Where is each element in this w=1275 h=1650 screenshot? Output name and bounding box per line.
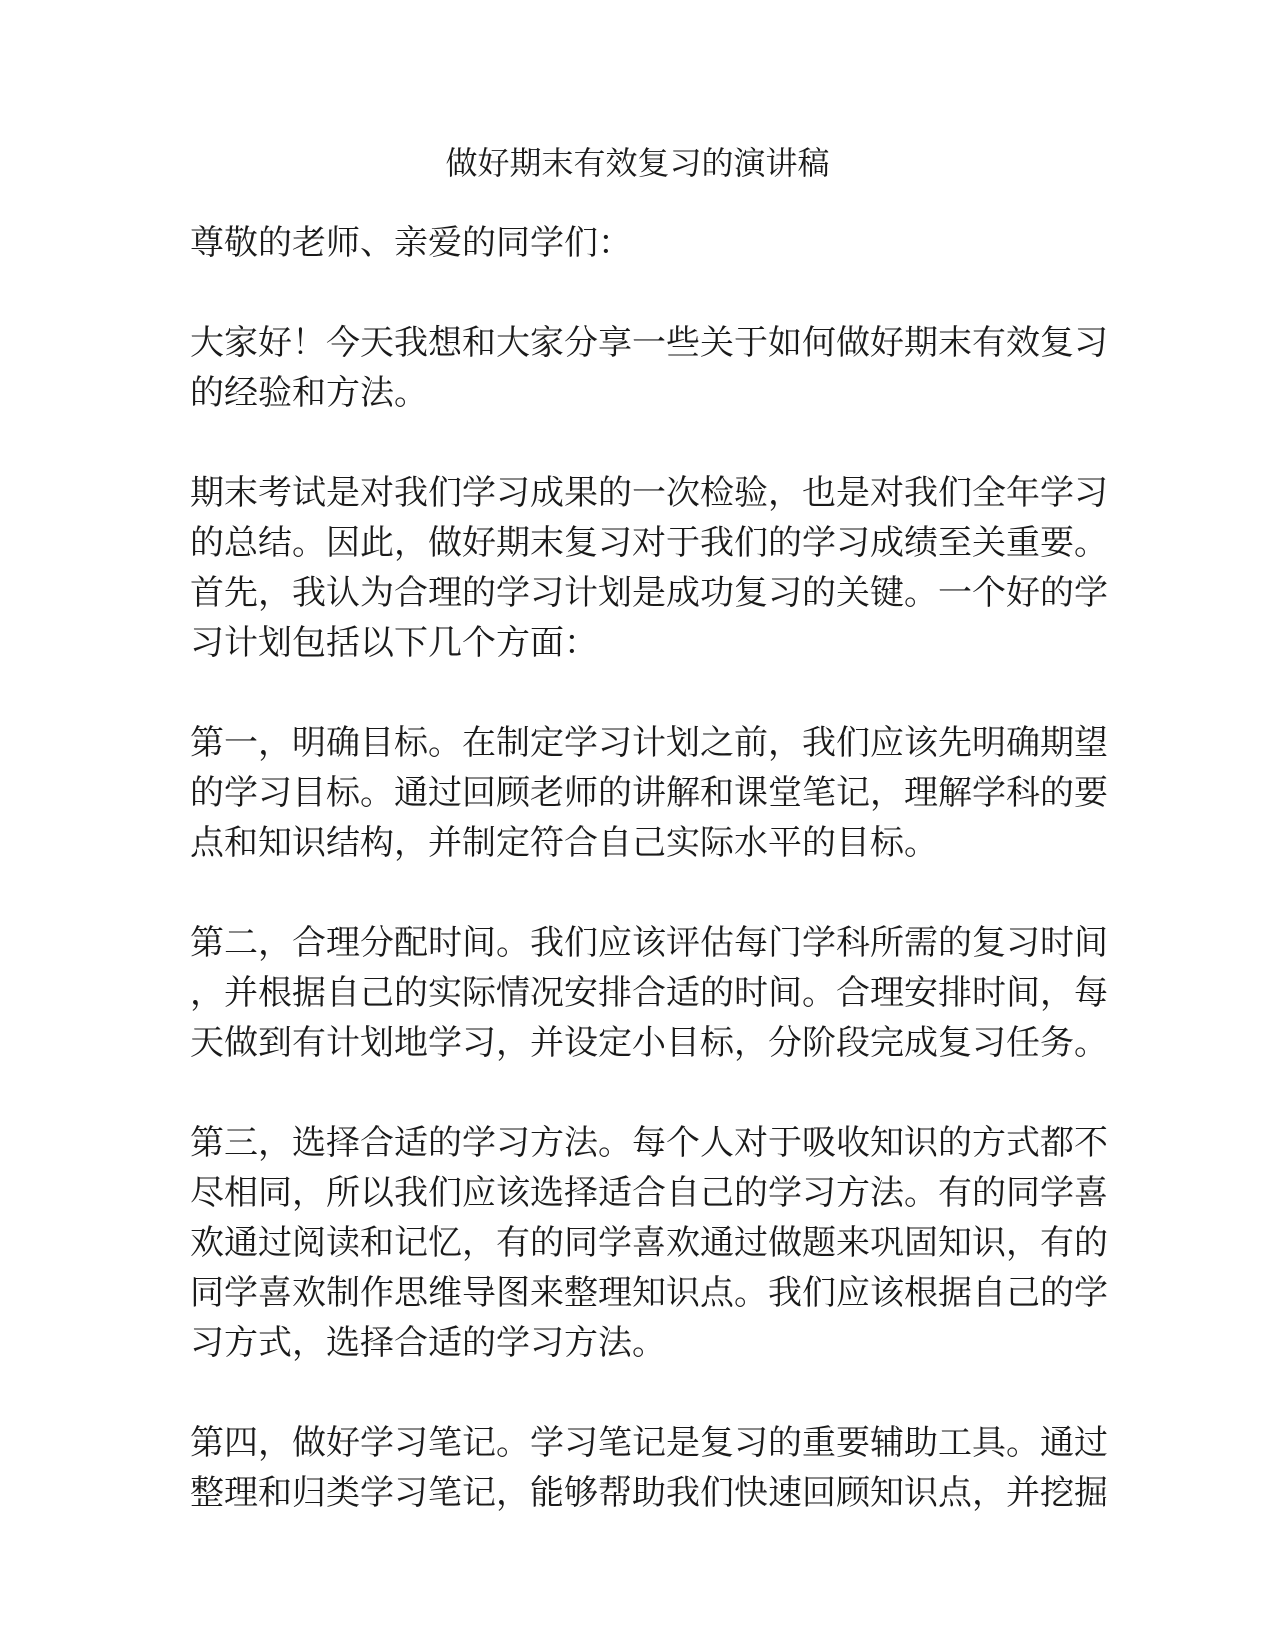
text-line: 的学习目标。通过回顾老师的讲解和课堂笔记，理解学科的要 bbox=[190, 773, 1108, 813]
paragraph-importance bbox=[190, 468, 1108, 668]
text-line: 第三，选择合适的学习方法。每个人对于吸收知识的方式都不 bbox=[190, 1123, 1108, 1163]
text-line: 同学喜欢制作思维导图来整理知识点。我们应该根据自己的学 bbox=[190, 1273, 1108, 1313]
paragraph-point-4 bbox=[190, 1418, 1108, 1518]
document-body bbox=[190, 218, 1108, 1568]
paragraph-point-1 bbox=[190, 718, 1108, 868]
text-line: 习方式，选择合适的学习方法。 bbox=[190, 1323, 666, 1363]
text-line: 大家好！今天我想和大家分享一些关于如何做好期末有效复习 bbox=[190, 323, 1108, 363]
greeting: 尊敬的老师、亲爱的同学们： bbox=[190, 223, 632, 263]
text-line: 期末考试是对我们学习成果的一次检验，也是对我们全年学习 bbox=[190, 473, 1108, 513]
text-line: 第一，明确目标。在制定学习计划之前，我们应该先明确期望 bbox=[190, 723, 1108, 763]
text-line: 的经验和方法。 bbox=[190, 373, 428, 413]
text-line: ，并根据自己的实际情况安排合适的时间。合理安排时间，每 bbox=[190, 973, 1108, 1013]
text-line: 欢通过阅读和记忆，有的同学喜欢通过做题来巩固知识，有的 bbox=[190, 1223, 1108, 1263]
text-line: 的总结。因此，做好期末复习对于我们的学习成绩至关重要。 bbox=[190, 523, 1108, 563]
text-line: 习计划包括以下几个方面： bbox=[190, 623, 598, 663]
paragraph-point-2 bbox=[190, 918, 1108, 1068]
paragraph-point-3 bbox=[190, 1118, 1108, 1368]
text-line: 整理和归类学习笔记，能够帮助我们快速回顾知识点，并挖掘 bbox=[190, 1473, 1108, 1513]
text-line: 首先，我认为合理的学习计划是成功复习的关键。一个好的学 bbox=[190, 573, 1108, 613]
text-line: 点和知识结构，并制定符合自己实际水平的目标。 bbox=[190, 823, 938, 863]
paragraph-intro bbox=[190, 318, 1108, 418]
document-title: 做好期末有效复习的演讲稿 bbox=[445, 144, 830, 182]
text-line: 第四，做好学习笔记。学习笔记是复习的重要辅助工具。通过 bbox=[190, 1423, 1108, 1463]
text-line: 尽相同，所以我们应该选择适合自己的学习方法。有的同学喜 bbox=[190, 1173, 1108, 1213]
text-line: 天做到有计划地学习，并设定小目标，分阶段完成复习任务。 bbox=[190, 1023, 1108, 1063]
text-line: 第二，合理分配时间。我们应该评估每门学科所需的复习时间 bbox=[190, 923, 1108, 963]
